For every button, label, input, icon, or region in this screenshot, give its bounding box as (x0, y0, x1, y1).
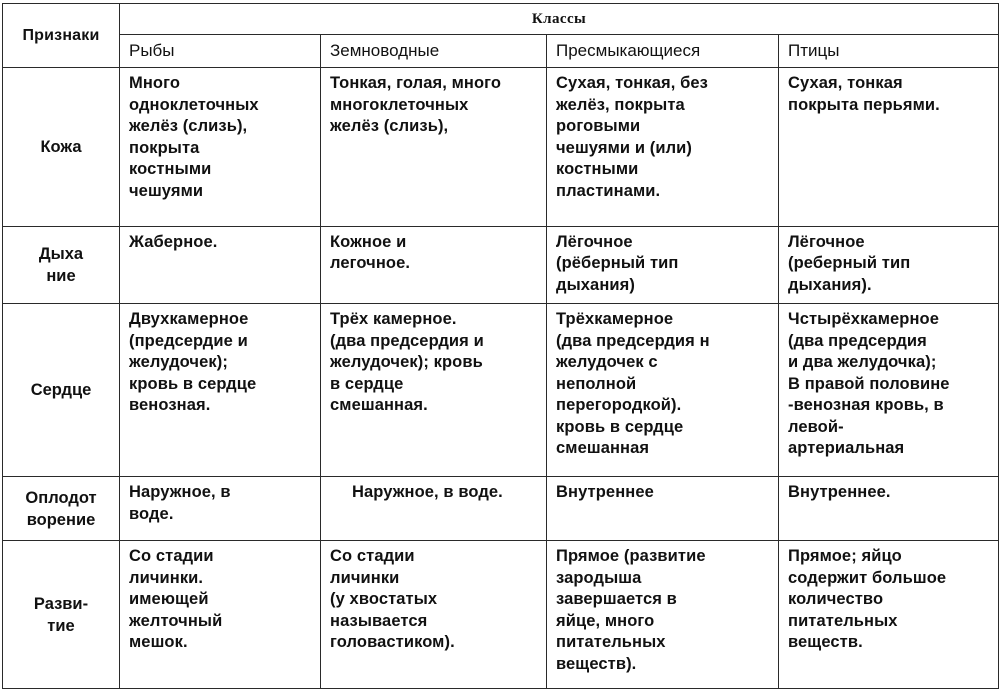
cell-heart-fish: Двухкамерное (предсердие и желудочек); кровь в сердце венозная. (120, 304, 321, 477)
cell-heart-birds: Чстырёхкамерное (два предсердия и два желудочка); В правой половине -венозная кровь, в левой- артериальная (779, 304, 999, 477)
cell-development-reptiles: Прямое (развитие зародыша завершается в яйце, много питательных веществ). (547, 541, 779, 689)
cell-skin-birds: Сухая, тонкая покрыта перьями. (779, 68, 999, 227)
cell-skin-fish: Много одноклеточных желёз (слизь), покрыта костными чешуями (120, 68, 321, 227)
row-skin (3, 68, 999, 227)
cell-development-fish: Со стадии личинки. имеющей желточный мешок. (120, 541, 321, 689)
row-heart (3, 304, 999, 477)
comparison-table (2, 3, 999, 689)
cell-fertilization-birds: Внутреннее. (779, 477, 999, 541)
cell-development-amphibians: Со стадии личинки (у хвостатых называется головастиком). (321, 541, 547, 689)
classes-header: Классы (120, 4, 999, 35)
cell-skin-amphibians: Тонкая, голая, много многоклеточных желёз (слизь), (321, 68, 547, 227)
cell-fertilization-fish: Наружное, в воде. (120, 477, 321, 541)
row-development (3, 541, 999, 689)
cell-skin-reptiles: Сухая, тонкая, без желёз, покрыта роговыми чешуями и (или) костными пластинами. (547, 68, 779, 227)
header-row-2 (3, 35, 999, 68)
cell-fertilization-reptiles: Внутреннее (547, 477, 779, 541)
cell-heart-amphibians: Трёх камерное. (два предсердия и желудочек); кровь в сердце смешанная. (321, 304, 547, 477)
header-row-1 (3, 4, 999, 35)
cell-breathing-amphibians: Кожное и легочное. (321, 226, 547, 303)
cell-development-birds: Прямое; яйцо содержит большое количество питательных веществ. (779, 541, 999, 689)
row-breathing (3, 226, 999, 303)
feature-skin: Кожа (3, 68, 120, 227)
feature-breathing: Дыха ние (3, 226, 120, 303)
cell-breathing-reptiles: Лёгочное (рёберный тип дыхания) (547, 226, 779, 303)
row-fertilization (3, 477, 999, 541)
class-header-amphibians: Земноводные (321, 35, 547, 68)
feature-development: Разви- тие (3, 541, 120, 689)
class-header-fish: Рыбы (120, 35, 321, 68)
feature-heart: Сердце (3, 304, 120, 477)
class-header-birds: Птицы (779, 35, 999, 68)
features-header: Признаки (3, 4, 120, 68)
feature-fertilization: Оплодот ворение (3, 477, 120, 541)
cell-breathing-birds: Лёгочное (реберный тип дыхания). (779, 226, 999, 303)
class-header-reptiles: Пресмыкающиеся (547, 35, 779, 68)
cell-fertilization-amphibians: Наружное, в воде. (321, 477, 547, 541)
cell-heart-reptiles: Трёхкамерное (два предсердия н желудочек с неполной перегородкой). кровь в сердце смешанная (547, 304, 779, 477)
cell-breathing-fish: Жаберное. (120, 226, 321, 303)
